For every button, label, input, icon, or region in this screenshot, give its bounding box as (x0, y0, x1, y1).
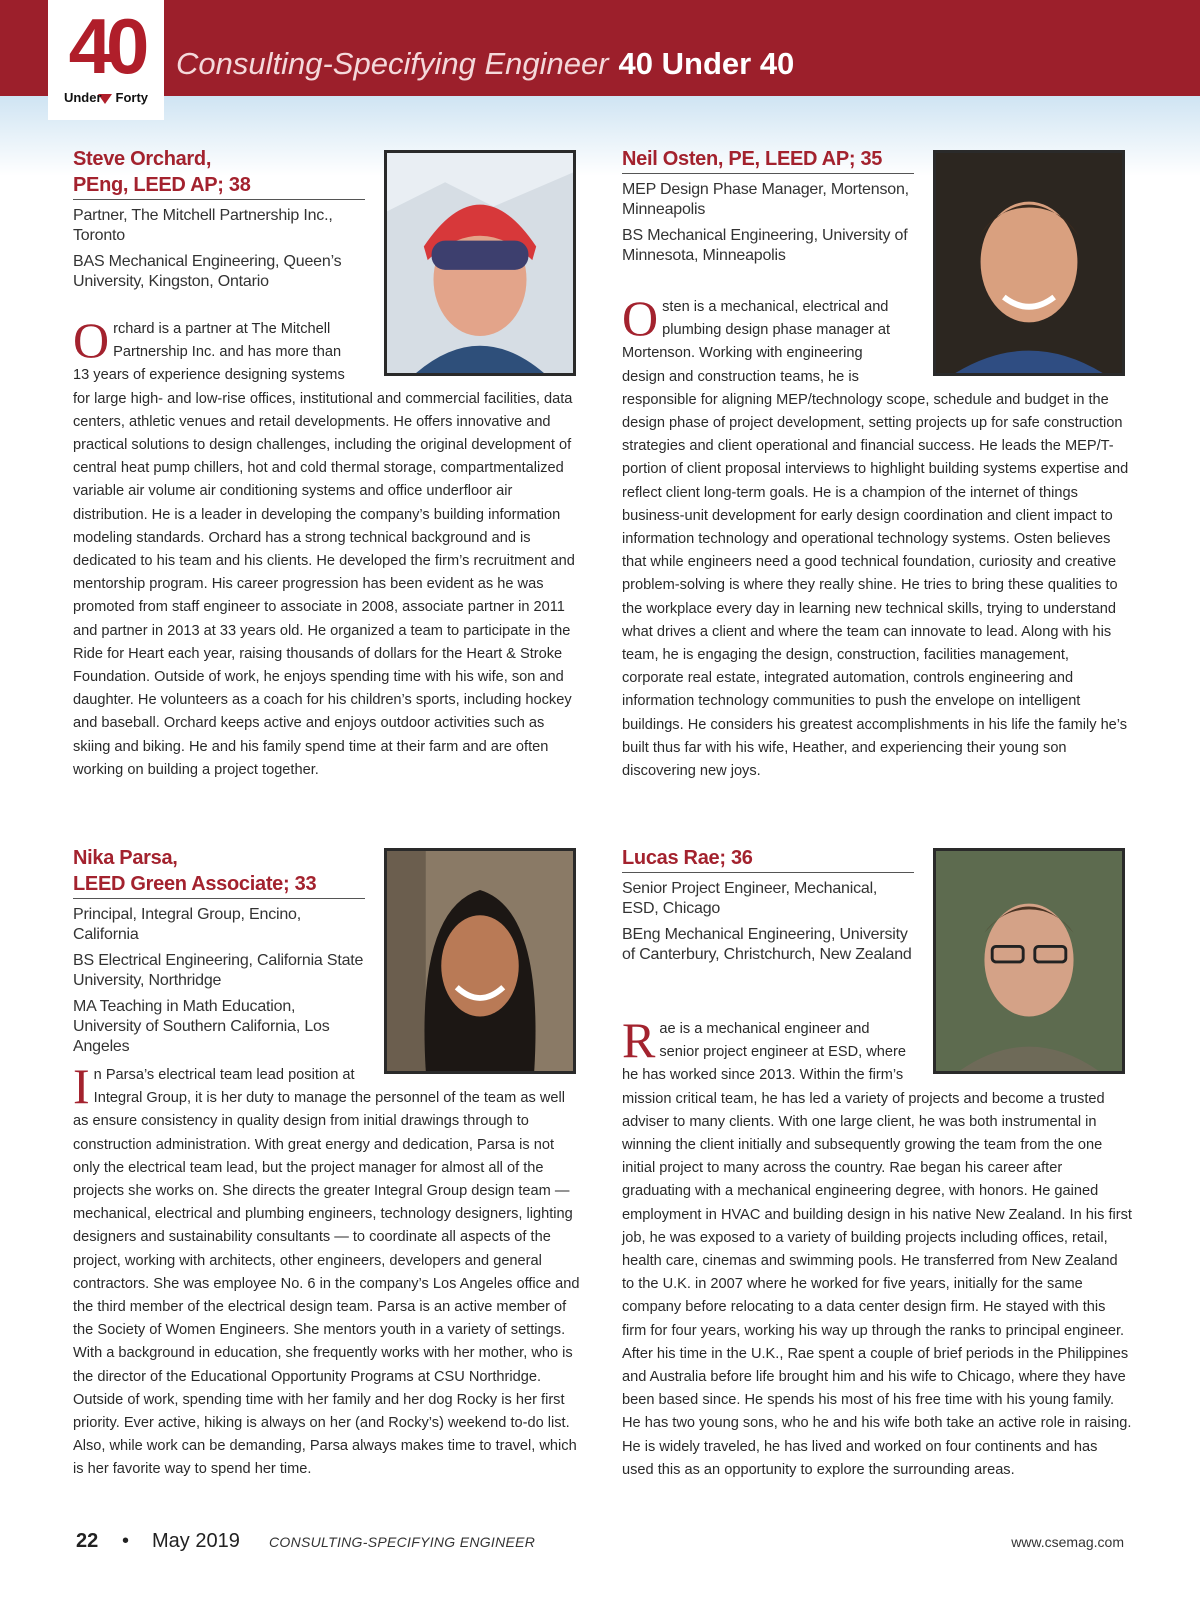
bio-text: ae is a mechanical engineer and senior project engineer at ESD, where he has worked since 2013. Within the firm’s mission critical team, he has led a variety of projects and become a trusted adviser to many clients. With one large client, he was both instrumental in winning the client initially and subsequently growing the team from the one initial project to many across the country. Rae began his career after graduating with a mechanical engineering degree, with honors. He gained employment in HVAC and building design in his native New Zealand. In his first job, he was exposed to a variety of building projects including offices, retail, health care, cinemas and swimming pools. He transferred from New Zealand to the U.K. in 2007 where he worked for five years, initially for the same company before relocating to a data center design firm. He stayed with this firm for four years, working his way up through the ranks to principal engineer. After his time in the U.K., Rae spent a couple of brief periods in the Philippines and Australia before life brought him and his wife to Chicago, where they have been based since. He spends his most of his free time with his young family. He has two young sons, who he and his wife both take an active role in raising. He is widely traveled, he has lived and worked on four continents and has used this as an opportunity to explore the surrounding areas. (622, 1021, 1132, 1478)
drop-cap: O (622, 290, 659, 346)
profile-name: Steve Orchard, (73, 148, 212, 170)
profile-education: MA Teaching in Math Education, University of Southern California, Los Angeles (73, 998, 330, 1055)
profile-education: BS Mechanical Engineering, University of Minnesota, Minneapolis (622, 227, 908, 264)
profile-credentials: PEng, LEED AP; 38 (73, 172, 365, 200)
drop-cap: O (73, 312, 110, 368)
bio-text: sten is a mechanical, electrical and plumbing design phase manager at Mortenson. Working with engineering design and construction teams, he is responsible for aligning MEP/technology scope, schedule and budget in the design phase of project development, setting projects up for safe construction strategies and client operational and financial success. He leads the MEP/T-portion of client proposal interviews to highlight building systems expertise and reflect client long-term goals. He is a champion of the internet of things business-unit development for early design coordination and client impact to information technology and operational technology systems. Osten believes that while engineers need a good technical foundation, curiosity and creative problem-solving is where they really shine. He tries to bring these qualities to the workplace every day in learning new technical skills, trying to understand what drives a client and where the team can innovate to lead. Along with his team, he is engaging the design, construction, facilities management, corporate real estate, integrated automation, controls engineering and information technology communities to push the envelope on intelligent buildings. He considers his greatest accomplishments in his life the family he’s built thus far with his wife, Heather, and experiencing their young son discovering new joys. (622, 299, 1129, 780)
profile-role: Senior Project Engineer, Mechanical, ESD, Chicago (622, 880, 878, 917)
bio-text: n Parsa’s electrical team lead position at Integral Group, it is her duty to manage the personnel of the team as well as ensure consistency in quality design from initial drawings through to construction administration. With great energy and dedication, Parsa is not only the electrical team lead, but the project manager for almost all of the projects she works on. She directs the greater Integral Group design team — mechanical, electrical and plumbing engineers, technology designers, lighting designers and sustainability consultants — to coordinate all aspects of the project, working with architects, other engineers, developers and general contractors. She was employee No. 6 in the company’s Los Angeles office and the third member of the electrical design team. Parsa is an active member of the Society of Women Engineers. She mentors youth in a variety of settings. With a background in education, she frequently works with her mother, who is the director of the Educational Opportunity Programs at CSU Northridge. Outside of work, spending time with her family and her dog Rocky is her first priority. Ever active, hiking is always on her (and Rocky’s) weekend to-do list. Also, while work can be demanding, Parsa always makes time to travel, which is her favorite way to spend her time. (73, 1067, 580, 1478)
masthead-publication: Consulting-Specifying Engineer (176, 46, 609, 81)
logo-under: Under (63, 90, 102, 105)
photo-wrap-spacer (907, 296, 1133, 382)
profile-role: Partner, The Mitchell Partnership Inc., Toronto (73, 207, 333, 244)
page-footer (76, 1530, 1124, 1556)
photo-nika-parsa (384, 848, 576, 1074)
page-number: 22 (76, 1530, 99, 1552)
profile-credentials: LEED Green Associate; 33 (73, 871, 365, 899)
footer-website: www.csemag.com (1011, 1534, 1124, 1550)
photo-wrap-spacer (358, 318, 584, 380)
profile-bio (622, 1012, 1133, 1510)
profile-role: Principal, Integral Group, Encino, California (73, 906, 301, 943)
issue-date: May 2019 (152, 1530, 240, 1552)
logo-subtitle (54, 90, 158, 106)
profile-role: MEP Design Phase Manager, Mortenson, Minneapolis (622, 181, 909, 218)
profile-bio (73, 1058, 584, 1510)
profile-education: BAS Mechanical Engineering, Queen’s University, Kingston, Ontario (73, 253, 342, 290)
logo-number: 40 (68, 2, 144, 90)
profile-nika-parsa (73, 845, 365, 1063)
drop-cap: I (73, 1058, 90, 1114)
masthead (176, 46, 794, 94)
masthead-title: 40 Under 40 (618, 46, 795, 81)
footer-publication: CONSULTING-SPECIFYING ENGINEER (269, 1534, 536, 1550)
profile-steve-orchard (73, 146, 365, 298)
profile-name: Lucas Rae; 36 (622, 845, 914, 873)
photo-wrap-spacer (358, 1064, 584, 1086)
bio-text: rchard is a partner at The Mitchell Partnership Inc. and has more than 13 years of experience designing systems for large high- and low-rise offices, institutional and commercial facilities, data centers, athletic venues and retail developments. He offers innovative and practical solutions to design challenges, including the original development of central heat pump chillers, hot and cold thermal storage, compartmentalized variable air volume air conditioning systems and office underfloor air distribution. He is a leader in developing the company’s building information modeling standards. Orchard has a strong technical background and is dedicated to his team and his clients. He developed the firm’s recruitment and mentorship program. His career progression has been evident as he was promoted from staff engineer to associate in 2008, associate partner in 2011 and partner in 2013 at 33 years old. He organized a team to participate in the Ride for Heart each year, raising thousands of dollars for the Heart & Stroke Foundation. Outside of work, he enjoys spending time with his wife, son and daughter. He volunteers as a coach for his children’s sports, including hockey and baseball. Orchard keeps active and enjoys outdoor activities such as skiing and biking. He and his family spend time at their farm and are often working on building a project together. (73, 321, 575, 778)
profile-bio (73, 312, 584, 806)
drop-cap: R (622, 1012, 656, 1068)
logo-forty: Forty (115, 90, 149, 105)
profile-lucas-rae (622, 845, 914, 971)
footer-bullet: • (122, 1530, 130, 1552)
profile-education: BEng Mechanical Engineering, University of Canterbury, Christchurch, New Zealand (622, 926, 912, 963)
profile-neil-osten (622, 146, 914, 272)
profile-education: BS Electrical Engineering, California State University, Northridge (73, 952, 364, 989)
profile-name: Nika Parsa, (73, 847, 178, 869)
photo-wrap-spacer (907, 1018, 1133, 1084)
profile-name: Neil Osten, PE, LEED AP; 35 (622, 146, 914, 174)
forty-under-forty-logo (48, 0, 164, 120)
profile-bio (622, 290, 1133, 806)
